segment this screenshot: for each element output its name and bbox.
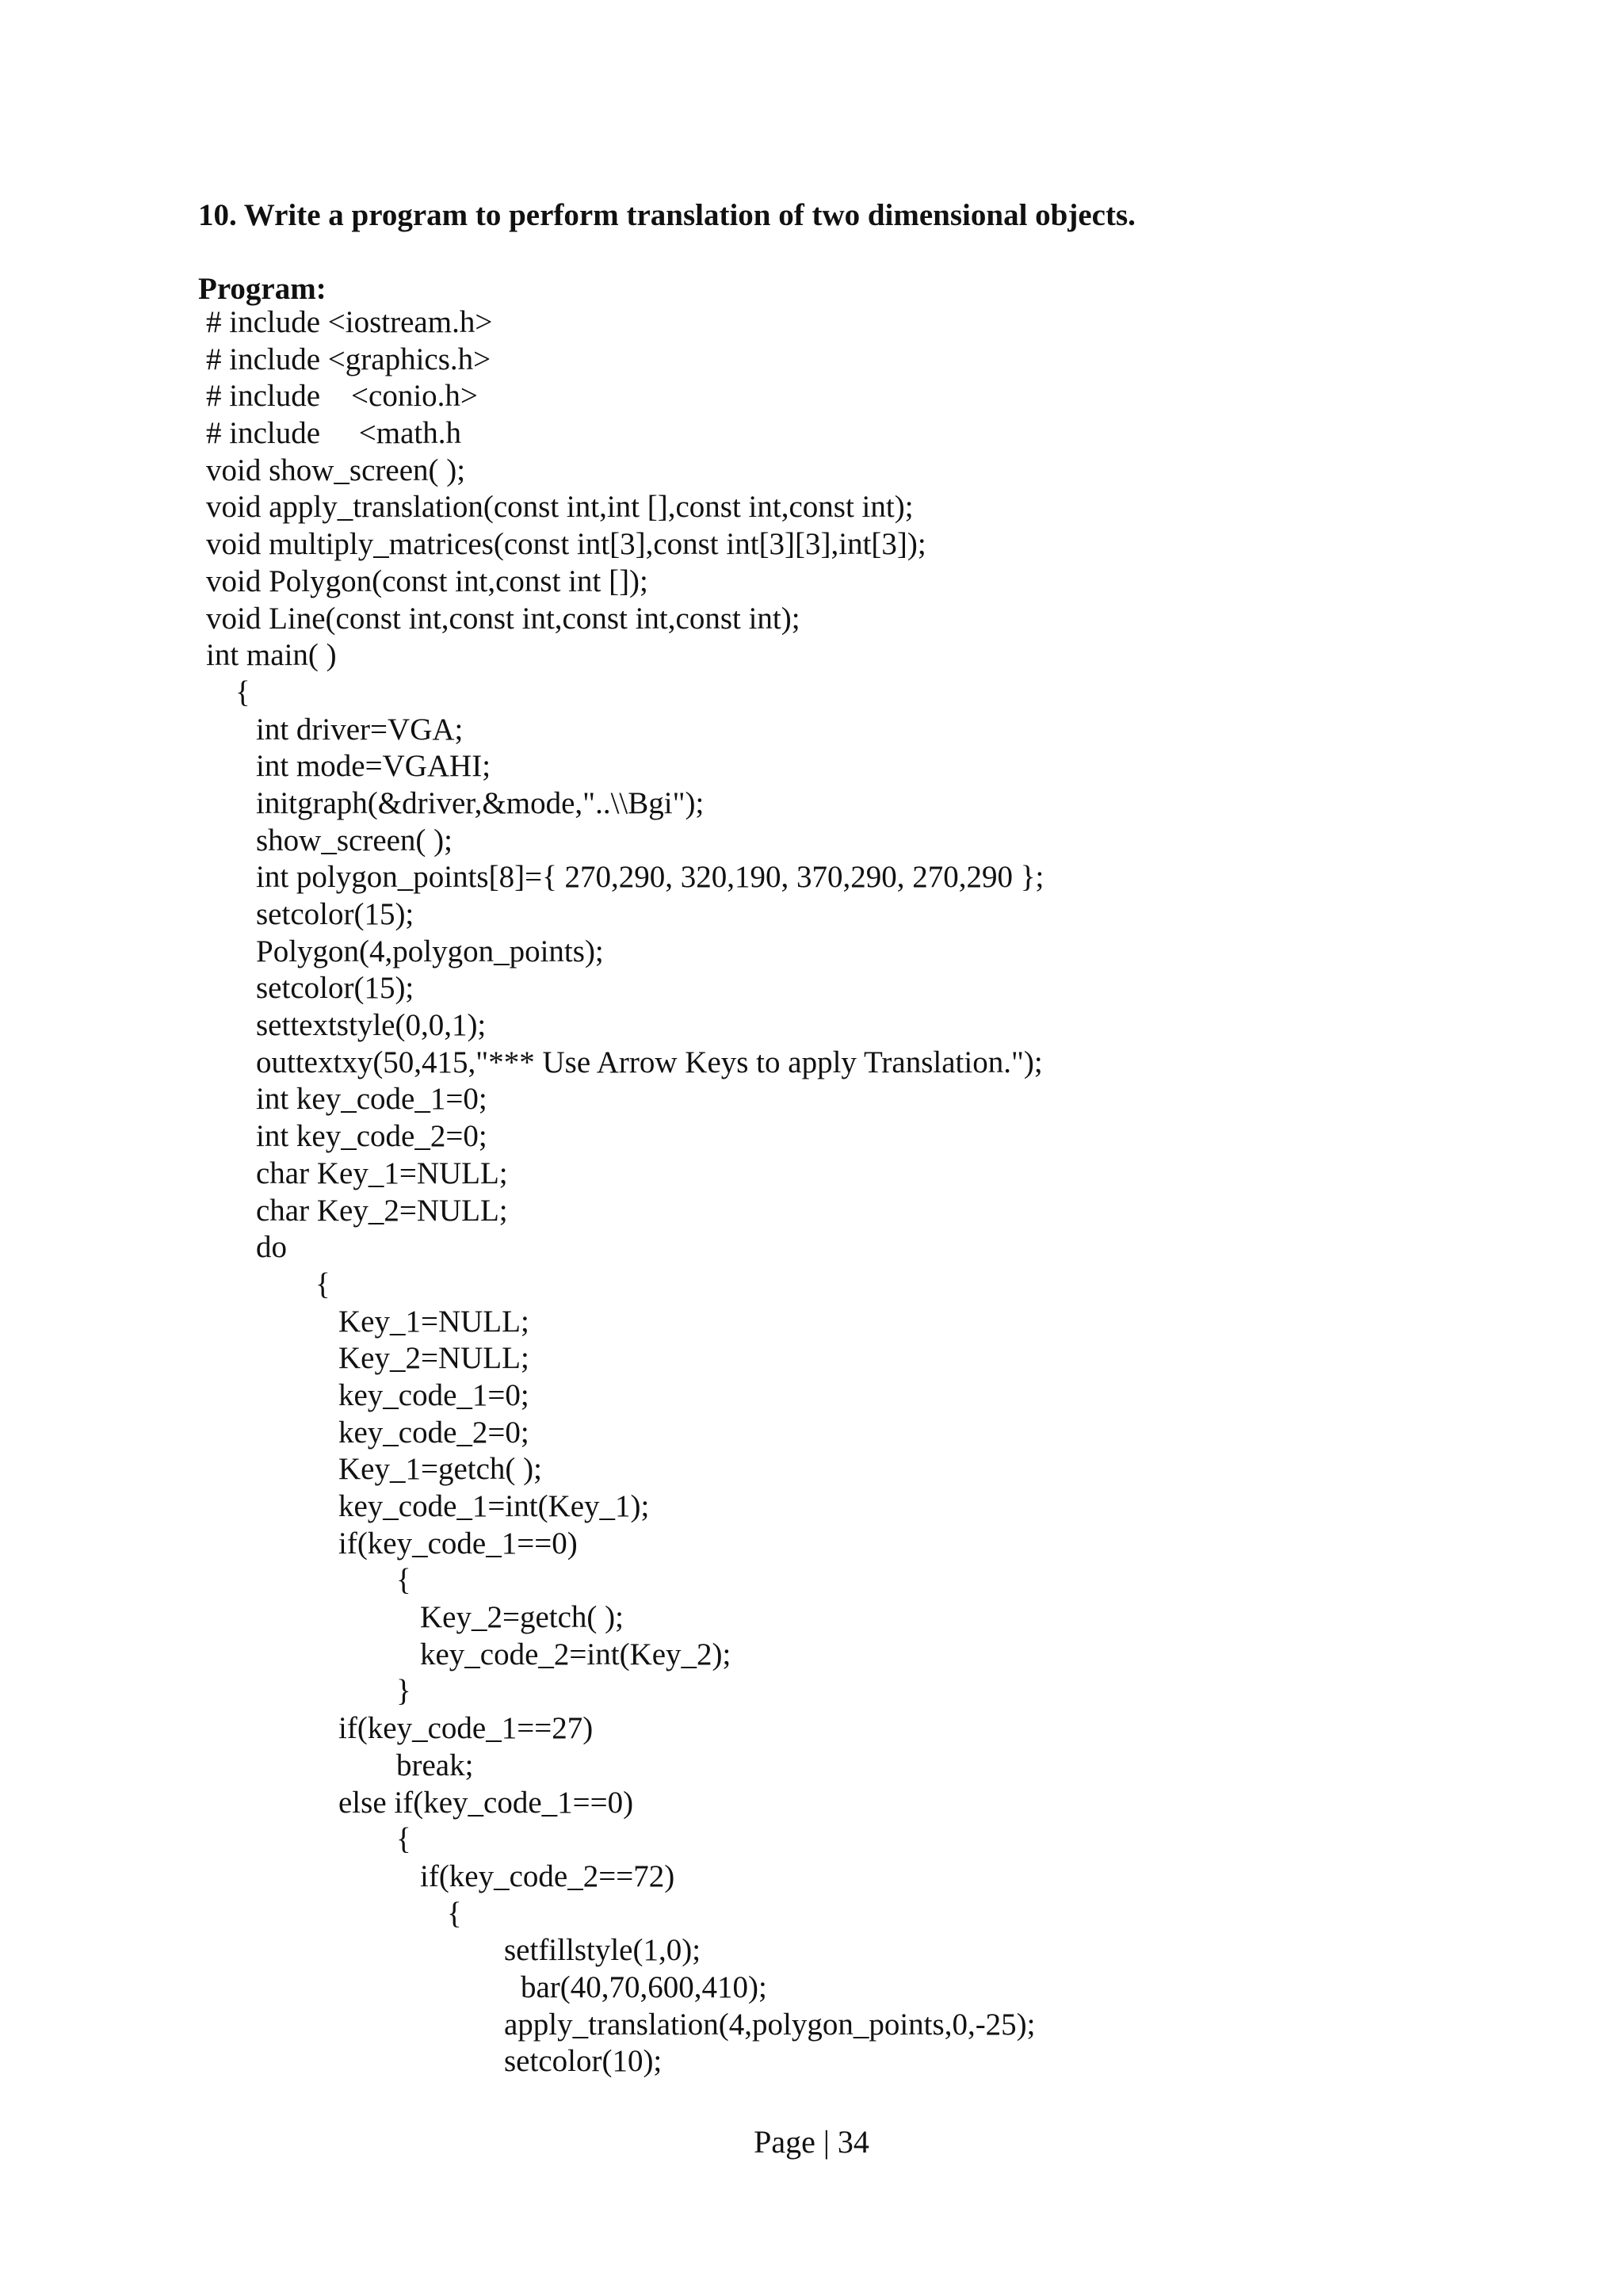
code-line: bar(40,70,600,410); [521, 1969, 767, 2004]
code-line: int key_code_1=0; [256, 1082, 487, 1117]
code-line: Key_2=getch( ); [420, 1600, 624, 1635]
code-block [0, 304, 1623, 2080]
code-line: key_code_1=0; [338, 1377, 529, 1412]
code-line: void Line(const int,const int,const int,const int); [206, 601, 800, 636]
code-line: { [235, 674, 250, 709]
code-line: int mode=VGAHI; [256, 749, 491, 784]
code-line: if(key_code_1==27) [338, 1711, 594, 1746]
code-line: int driver=VGA; [256, 712, 464, 747]
code-line: void multiply_matrices(const int[3],const int[3][3],int[3]); [206, 527, 926, 562]
code-line: { [396, 1822, 411, 1857]
code-line: show_screen( ); [256, 823, 453, 858]
code-line: break; [396, 1748, 474, 1782]
code-line: void show_screen( ); [206, 453, 466, 487]
code-line: setfillstyle(1,0); [504, 1933, 701, 1968]
code-line: int main( ) [206, 638, 337, 673]
code-line: initgraph(&driver,&mode,"..\\Bgi"); [256, 785, 705, 820]
code-line: do [256, 1230, 287, 1265]
code-line: setcolor(15); [256, 897, 414, 931]
code-line: key_code_1=int(Key_1); [338, 1489, 650, 1523]
code-line: # include <math.h [206, 416, 462, 451]
code-line: void apply_translation(const int,int [],const int,const int); [206, 490, 914, 525]
code-line: char Key_2=NULL; [256, 1193, 508, 1228]
code-line: apply_translation(4,polygon_points,0,-25); [504, 2007, 1036, 2042]
code-line: } [396, 1674, 411, 1709]
code-line: Key_2=NULL; [338, 1341, 529, 1376]
code-line: int key_code_2=0; [256, 1119, 487, 1154]
code-line: { [396, 1563, 411, 1598]
code-line: if(key_code_2==72) [420, 1859, 675, 1893]
code-line: settextstyle(0,0,1); [256, 1008, 487, 1043]
code-line: key_code_2=int(Key_2); [420, 1637, 731, 1671]
code-line: # include <conio.h> [206, 379, 478, 414]
code-line: # include <iostream.h> [206, 305, 493, 339]
code-line: key_code_2=0; [338, 1415, 529, 1450]
code-line: else if(key_code_1==0) [338, 1785, 634, 1820]
code-line: if(key_code_1==0) [338, 1526, 578, 1561]
code-line: Key_1=getch( ); [338, 1452, 542, 1487]
page-number: Page | 34 [754, 2124, 869, 2160]
code-line: # include <graphics.h> [206, 342, 491, 376]
code-line: outtextxy(50,415,"*** Use Arrow Keys to apply Translation."); [256, 1045, 1043, 1079]
question-heading: 10. Write a program to perform translation of two dimensional objects. [198, 198, 1136, 232]
code-line: setcolor(15); [256, 971, 414, 1006]
code-line: Polygon(4,polygon_points); [256, 934, 604, 968]
code-line: { [315, 1266, 330, 1301]
code-line: void Polygon(const int,const int []); [206, 563, 648, 598]
code-line: int polygon_points[8]={ 270,290, 320,190, 370,290, 270,290 }; [256, 860, 1044, 895]
code-line: { [447, 1896, 462, 1931]
program-label: Program: [198, 272, 327, 306]
code-line: char Key_1=NULL; [256, 1156, 508, 1190]
code-line: setcolor(10); [504, 2044, 663, 2079]
code-line: Key_1=NULL; [338, 1304, 529, 1339]
